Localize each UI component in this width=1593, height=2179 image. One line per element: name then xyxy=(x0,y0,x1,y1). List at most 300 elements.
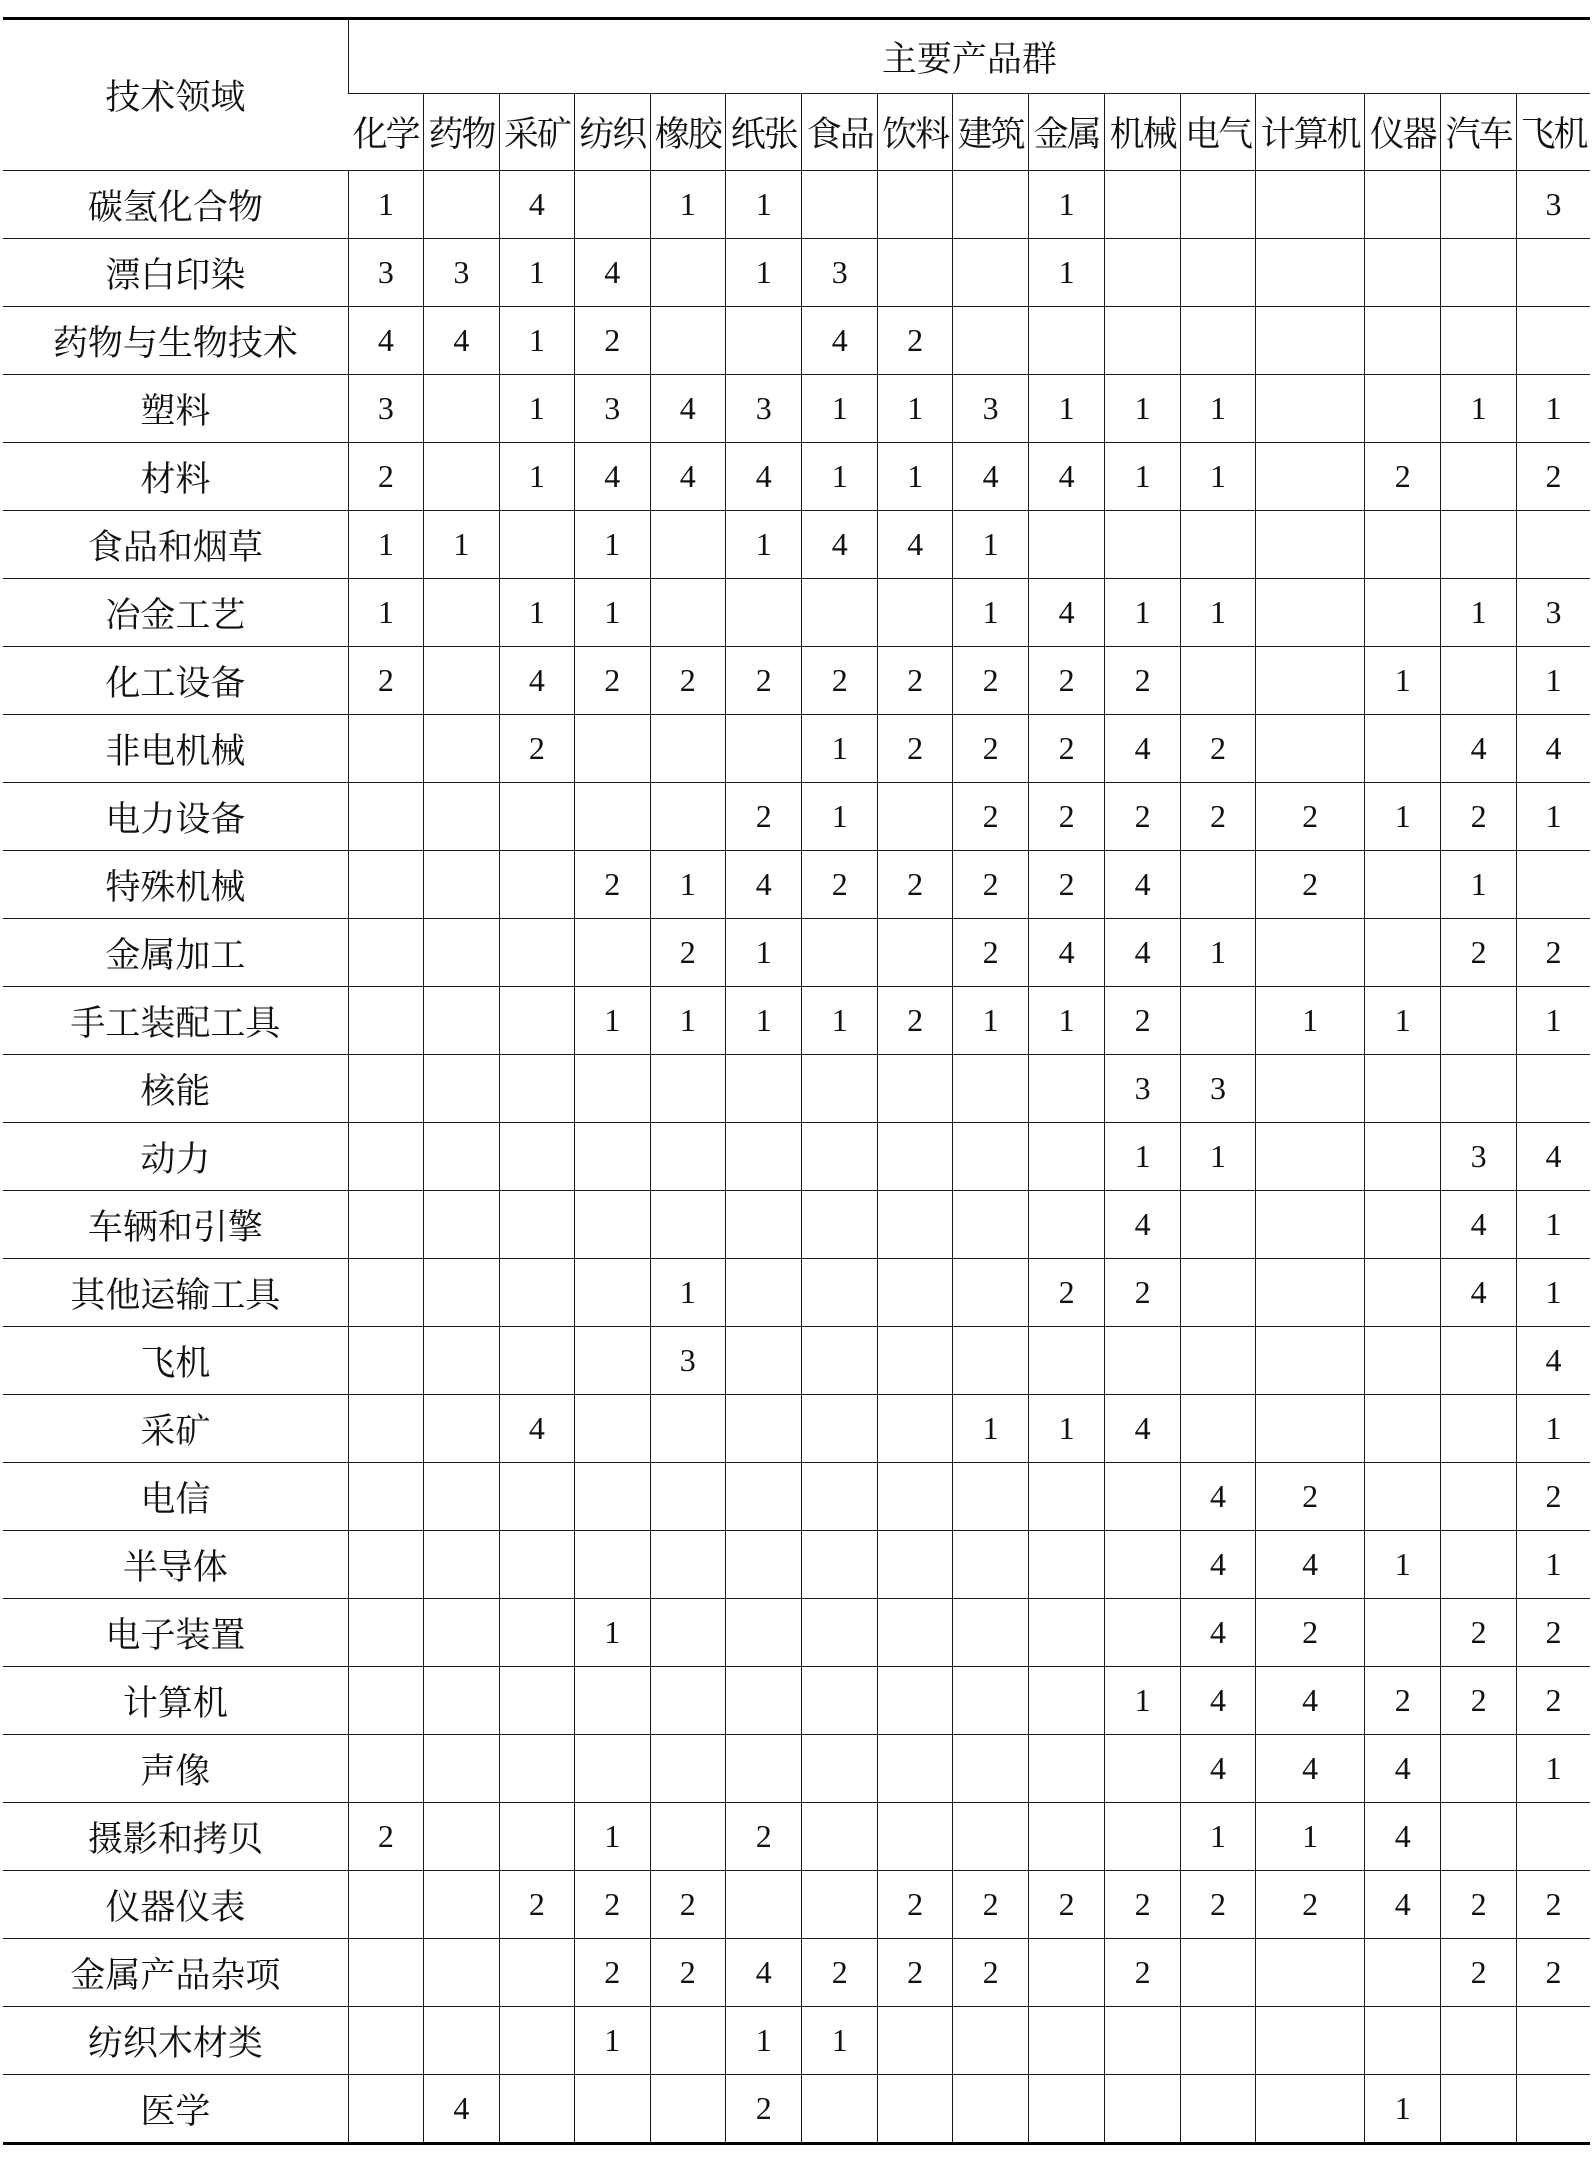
table-cell: 1 xyxy=(726,987,802,1055)
table-cell: 1 xyxy=(953,511,1028,579)
table-cell xyxy=(575,715,650,783)
table-cell: 2 xyxy=(953,1939,1028,2007)
row-label: 采矿 xyxy=(3,1395,348,1463)
table-cell: 2 xyxy=(726,647,802,715)
table-cell xyxy=(953,1803,1028,1871)
table-cell: 2 xyxy=(348,443,423,511)
table-cell xyxy=(877,239,952,307)
table-row xyxy=(3,1259,1590,1327)
table-cell: 1 xyxy=(953,1395,1028,1463)
table-cell xyxy=(650,1463,725,1531)
table-cell: 4 xyxy=(726,851,802,919)
table-cell xyxy=(575,1191,650,1259)
table-cell xyxy=(1256,307,1365,375)
table-cell xyxy=(953,1327,1028,1395)
table-cell: 4 xyxy=(1180,1599,1255,1667)
row-label: 冶金工艺 xyxy=(3,579,348,647)
table-cell: 2 xyxy=(1256,1599,1365,1667)
row-label: 仪器仪表 xyxy=(3,1871,348,1939)
table-cell xyxy=(1028,1803,1104,1871)
row-label: 电子装置 xyxy=(3,1599,348,1667)
table-cell xyxy=(1180,851,1255,919)
table-cell xyxy=(424,1259,499,1327)
table-row xyxy=(3,919,1590,987)
table-cell: 1 xyxy=(1028,171,1104,239)
table-cell: 3 xyxy=(575,375,650,443)
table-cell xyxy=(877,1803,952,1871)
table-cell xyxy=(1028,1667,1104,1735)
table-cell xyxy=(726,1463,802,1531)
row-label: 半导体 xyxy=(3,1531,348,1599)
table-cell: 4 xyxy=(1441,715,1516,783)
table-row xyxy=(3,1599,1590,1667)
table-cell: 4 xyxy=(1256,1667,1365,1735)
table-cell: 1 xyxy=(1364,783,1440,851)
table-cell xyxy=(1105,1531,1180,1599)
table-row xyxy=(3,1803,1590,1871)
table-cell xyxy=(348,919,423,987)
table-cell: 2 xyxy=(1441,783,1516,851)
table-cell xyxy=(726,1259,802,1327)
table-cell: 1 xyxy=(1180,1803,1255,1871)
table-cell: 2 xyxy=(575,1939,650,2007)
table-cell xyxy=(953,1123,1028,1191)
table-cell xyxy=(1516,239,1590,307)
table-cell: 1 xyxy=(1028,1395,1104,1463)
table-cell xyxy=(1180,647,1255,715)
table-cell xyxy=(348,1055,423,1123)
table-cell: 4 xyxy=(499,647,574,715)
table-cell: 1 xyxy=(575,1803,650,1871)
table-cell xyxy=(575,1667,650,1735)
table-cell xyxy=(1180,2007,1255,2075)
table-cell xyxy=(1364,919,1440,987)
table-cell xyxy=(1441,443,1516,511)
table-cell xyxy=(1256,2007,1365,2075)
table-cell: 1 xyxy=(1105,443,1180,511)
table-cell xyxy=(877,1191,952,1259)
table-cell: 1 xyxy=(802,443,877,511)
table-row xyxy=(3,987,1590,1055)
table-cell: 1 xyxy=(348,511,423,579)
table-cell xyxy=(1516,851,1590,919)
table-cell xyxy=(1364,2007,1440,2075)
table-cell xyxy=(726,1123,802,1191)
table-cell xyxy=(499,783,574,851)
table-cell xyxy=(877,1259,952,1327)
row-label: 碳氢化合物 xyxy=(3,171,348,239)
table-cell: 1 xyxy=(424,511,499,579)
column-header: 建筑 xyxy=(953,94,1028,171)
table-cell xyxy=(348,1735,423,1803)
table-cell: 2 xyxy=(575,851,650,919)
table-cell: 2 xyxy=(1516,919,1590,987)
table-cell: 2 xyxy=(1256,1871,1365,1939)
table-cell: 2 xyxy=(1516,1939,1590,2007)
table-cell xyxy=(877,579,952,647)
table-cell xyxy=(1441,239,1516,307)
table-cell xyxy=(1364,1939,1440,2007)
table-cell xyxy=(1028,1735,1104,1803)
table-cell: 1 xyxy=(1180,1123,1255,1191)
table-cell: 2 xyxy=(1180,715,1255,783)
table-cell: 4 xyxy=(1516,1327,1590,1395)
table-cell xyxy=(499,1327,574,1395)
table-cell: 2 xyxy=(953,647,1028,715)
table-cell: 1 xyxy=(877,443,952,511)
table-cell xyxy=(1256,1395,1365,1463)
table-cell xyxy=(1256,715,1365,783)
table-row xyxy=(3,171,1590,239)
table-cell: 4 xyxy=(1105,919,1180,987)
table-cell: 1 xyxy=(1516,1735,1590,1803)
table-cell: 2 xyxy=(1441,919,1516,987)
table-cell: 4 xyxy=(726,443,802,511)
table-cell xyxy=(424,1327,499,1395)
table-cell: 1 xyxy=(499,239,574,307)
row-label: 飞机 xyxy=(3,1327,348,1395)
table-cell: 2 xyxy=(1256,783,1365,851)
table-cell xyxy=(953,1259,1028,1327)
table-cell xyxy=(650,511,725,579)
table-cell: 4 xyxy=(1180,1531,1255,1599)
table-cell xyxy=(1516,2007,1590,2075)
table-cell: 2 xyxy=(1364,1667,1440,1735)
table-cell xyxy=(1364,239,1440,307)
table-cell xyxy=(1028,1531,1104,1599)
table-cell xyxy=(424,579,499,647)
table-cell: 2 xyxy=(650,647,725,715)
row-label: 食品和烟草 xyxy=(3,511,348,579)
table-cell xyxy=(1105,1463,1180,1531)
table-cell xyxy=(1441,1531,1516,1599)
table-cell xyxy=(802,1259,877,1327)
table-cell: 2 xyxy=(1441,1599,1516,1667)
table-cell: 1 xyxy=(802,2007,877,2075)
table-cell: 1 xyxy=(877,375,952,443)
table-cell: 4 xyxy=(1105,1191,1180,1259)
table-cell xyxy=(424,443,499,511)
table-cell xyxy=(1256,1939,1365,2007)
table-cell xyxy=(802,2075,877,2144)
table-cell: 1 xyxy=(1516,375,1590,443)
table-cell: 4 xyxy=(1364,1803,1440,1871)
table-cell: 1 xyxy=(650,1259,725,1327)
row-label: 非电机械 xyxy=(3,715,348,783)
table-cell: 2 xyxy=(726,2075,802,2144)
table-cell xyxy=(499,1259,574,1327)
row-label: 化工设备 xyxy=(3,647,348,715)
table-cell: 1 xyxy=(1105,579,1180,647)
product-group-header: 主要产品群 xyxy=(348,19,1590,94)
table-cell xyxy=(348,1939,423,2007)
table-cell xyxy=(1364,1395,1440,1463)
table-row xyxy=(3,1735,1590,1803)
table-cell xyxy=(650,1599,725,1667)
table-cell: 4 xyxy=(499,171,574,239)
table-cell: 2 xyxy=(1105,1871,1180,1939)
table-cell xyxy=(1105,1327,1180,1395)
table-cell xyxy=(1180,1191,1255,1259)
table-row xyxy=(3,443,1590,511)
table-cell xyxy=(1256,171,1365,239)
table-cell xyxy=(1364,851,1440,919)
table-cell: 2 xyxy=(1180,783,1255,851)
table-row xyxy=(3,1123,1590,1191)
table-cell xyxy=(1028,1191,1104,1259)
table-cell: 1 xyxy=(650,171,725,239)
table-cell xyxy=(1105,239,1180,307)
table-cell: 2 xyxy=(877,1871,952,1939)
table-cell xyxy=(499,1191,574,1259)
table-cell xyxy=(1028,1599,1104,1667)
column-header: 化学 xyxy=(348,94,423,171)
table-cell: 2 xyxy=(1516,443,1590,511)
table-cell: 1 xyxy=(1516,783,1590,851)
table-cell: 4 xyxy=(575,239,650,307)
table-cell xyxy=(424,919,499,987)
table-cell xyxy=(1105,2007,1180,2075)
table-cell: 4 xyxy=(802,307,877,375)
table-cell xyxy=(1256,647,1365,715)
table-cell xyxy=(1180,307,1255,375)
table-cell xyxy=(1364,715,1440,783)
table-cell: 2 xyxy=(1256,1463,1365,1531)
table-cell xyxy=(1180,2075,1255,2144)
table-cell: 1 xyxy=(1364,2075,1440,2144)
table-cell: 2 xyxy=(575,307,650,375)
table-cell xyxy=(953,1735,1028,1803)
row-label: 药物与生物技术 xyxy=(3,307,348,375)
table-cell xyxy=(802,1123,877,1191)
table-cell xyxy=(499,1531,574,1599)
table-cell xyxy=(499,511,574,579)
table-cell xyxy=(499,1463,574,1531)
table-cell: 1 xyxy=(726,919,802,987)
column-header: 橡胶 xyxy=(650,94,725,171)
column-header: 饮料 xyxy=(877,94,952,171)
table-cell: 4 xyxy=(348,307,423,375)
table-cell: 1 xyxy=(1364,1531,1440,1599)
table-cell xyxy=(650,579,725,647)
table-cell: 2 xyxy=(953,1871,1028,1939)
table-cell xyxy=(650,239,725,307)
table-cell: 1 xyxy=(1028,987,1104,1055)
table-cell xyxy=(424,715,499,783)
table-cell xyxy=(1105,1735,1180,1803)
table-cell xyxy=(802,1803,877,1871)
table-row xyxy=(3,375,1590,443)
row-label: 核能 xyxy=(3,1055,348,1123)
table-cell: 2 xyxy=(575,1871,650,1939)
table-cell xyxy=(424,1123,499,1191)
table-cell xyxy=(802,579,877,647)
table-cell xyxy=(1256,239,1365,307)
table-row xyxy=(3,1395,1590,1463)
table-cell: 1 xyxy=(1516,987,1590,1055)
table-cell xyxy=(1256,1055,1365,1123)
table-cell: 1 xyxy=(726,2007,802,2075)
table-cell: 1 xyxy=(1028,375,1104,443)
table-cell: 2 xyxy=(1105,987,1180,1055)
table-cell: 2 xyxy=(802,647,877,715)
row-label: 电信 xyxy=(3,1463,348,1531)
table-cell xyxy=(575,1055,650,1123)
table-cell: 1 xyxy=(575,579,650,647)
table-cell xyxy=(1364,579,1440,647)
table-cell xyxy=(650,715,725,783)
table-cell xyxy=(1105,1599,1180,1667)
table-cell: 4 xyxy=(650,443,725,511)
table-cell xyxy=(802,1871,877,1939)
table-cell xyxy=(424,1463,499,1531)
table-cell xyxy=(1105,511,1180,579)
table-cell xyxy=(1180,511,1255,579)
table-cell xyxy=(1180,1259,1255,1327)
table-row xyxy=(3,1531,1590,1599)
table-cell: 4 xyxy=(1180,1735,1255,1803)
table-cell xyxy=(726,1871,802,1939)
table-cell xyxy=(726,1395,802,1463)
table-cell: 1 xyxy=(575,987,650,1055)
table-row xyxy=(3,307,1590,375)
table-cell xyxy=(575,2075,650,2144)
table-cell xyxy=(499,987,574,1055)
table-cell xyxy=(499,1123,574,1191)
table-cell: 1 xyxy=(1516,1531,1590,1599)
row-label: 漂白印染 xyxy=(3,239,348,307)
table-cell xyxy=(424,1191,499,1259)
table-cell: 2 xyxy=(877,987,952,1055)
table-cell xyxy=(348,851,423,919)
table-cell: 3 xyxy=(1180,1055,1255,1123)
column-header: 金属 xyxy=(1028,94,1104,171)
table-row xyxy=(3,1871,1590,1939)
table-cell xyxy=(1105,307,1180,375)
table-cell: 1 xyxy=(1180,375,1255,443)
table-cell: 4 xyxy=(1180,1463,1255,1531)
table-cell xyxy=(650,1667,725,1735)
table-cell: 4 xyxy=(1516,715,1590,783)
table-cell xyxy=(575,171,650,239)
table-cell: 1 xyxy=(499,443,574,511)
table-cell: 3 xyxy=(953,375,1028,443)
table-cell: 2 xyxy=(802,1939,877,2007)
column-header: 采矿 xyxy=(499,94,574,171)
table-cell: 1 xyxy=(499,579,574,647)
table-cell xyxy=(575,1531,650,1599)
table-cell xyxy=(650,1735,725,1803)
table-cell: 3 xyxy=(726,375,802,443)
table-cell xyxy=(1256,511,1365,579)
column-header: 药物 xyxy=(424,94,499,171)
table-cell xyxy=(1441,1055,1516,1123)
table-cell xyxy=(726,1599,802,1667)
table-cell xyxy=(1256,1327,1365,1395)
table-cell: 1 xyxy=(650,851,725,919)
table-cell: 4 xyxy=(1364,1871,1440,1939)
table-row xyxy=(3,1667,1590,1735)
table-cell xyxy=(424,1939,499,2007)
table-cell xyxy=(1028,2007,1104,2075)
table-cell: 1 xyxy=(1180,579,1255,647)
table-row xyxy=(3,647,1590,715)
table-cell xyxy=(499,1803,574,1871)
table-cell xyxy=(650,2075,725,2144)
table-cell: 1 xyxy=(802,987,877,1055)
table-cell: 3 xyxy=(650,1327,725,1395)
table-cell xyxy=(424,171,499,239)
table-cell xyxy=(802,1599,877,1667)
table-cell xyxy=(1256,2075,1365,2144)
table-cell: 2 xyxy=(1364,443,1440,511)
table-cell: 3 xyxy=(1516,579,1590,647)
table-cell: 1 xyxy=(726,239,802,307)
table-cell xyxy=(877,2075,952,2144)
table-cell: 2 xyxy=(650,1871,725,1939)
table-row xyxy=(3,783,1590,851)
column-header: 计算机 xyxy=(1256,94,1365,171)
table-cell: 2 xyxy=(1516,1599,1590,1667)
table-cell: 2 xyxy=(1028,715,1104,783)
table-cell xyxy=(877,919,952,987)
table-cell: 3 xyxy=(1441,1123,1516,1191)
table-cell: 2 xyxy=(348,647,423,715)
row-label: 医学 xyxy=(3,2075,348,2144)
table-cell xyxy=(348,1599,423,1667)
table-cell xyxy=(1105,2075,1180,2144)
table-cell xyxy=(953,2075,1028,2144)
table-cell xyxy=(499,1055,574,1123)
table-cell: 1 xyxy=(348,171,423,239)
table-cell: 2 xyxy=(1028,647,1104,715)
table-cell xyxy=(877,171,952,239)
table-cell: 2 xyxy=(877,851,952,919)
table-cell xyxy=(348,1395,423,1463)
table-cell xyxy=(802,1463,877,1531)
table-cell xyxy=(424,1871,499,1939)
table-cell xyxy=(348,1327,423,1395)
table-cell xyxy=(499,2007,574,2075)
table-cell xyxy=(424,1735,499,1803)
table-cell xyxy=(1441,307,1516,375)
table-row xyxy=(3,511,1590,579)
table-cell xyxy=(1441,647,1516,715)
row-label: 电力设备 xyxy=(3,783,348,851)
table-cell: 2 xyxy=(348,1803,423,1871)
table-cell xyxy=(877,2007,952,2075)
table-cell xyxy=(877,1395,952,1463)
table-cell xyxy=(348,1123,423,1191)
table-cell xyxy=(802,1327,877,1395)
table-cell xyxy=(1028,307,1104,375)
row-label: 塑料 xyxy=(3,375,348,443)
column-header: 汽车 xyxy=(1441,94,1516,171)
table-cell xyxy=(802,1191,877,1259)
table-cell xyxy=(802,1667,877,1735)
table-cell: 3 xyxy=(802,239,877,307)
table-cell xyxy=(650,1123,725,1191)
table-cell xyxy=(1364,511,1440,579)
table-cell xyxy=(953,307,1028,375)
table-cell xyxy=(424,987,499,1055)
column-header: 仪器 xyxy=(1364,94,1440,171)
table-cell: 1 xyxy=(575,1599,650,1667)
table-cell xyxy=(1441,511,1516,579)
table-cell: 2 xyxy=(953,851,1028,919)
table-cell xyxy=(1441,171,1516,239)
table-cell xyxy=(1105,1803,1180,1871)
